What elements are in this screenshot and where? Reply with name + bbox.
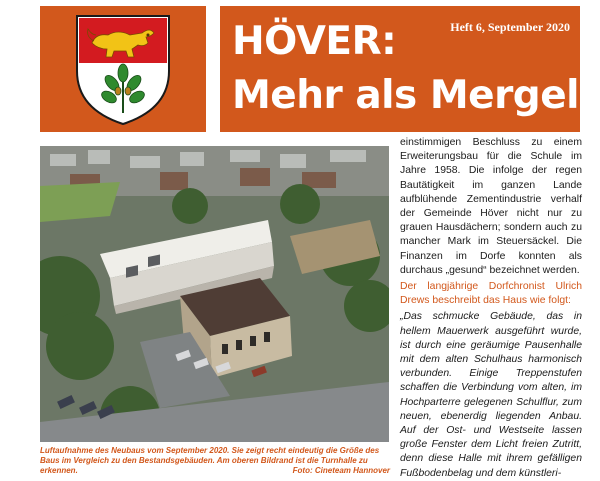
caption-text: Luftaufnahme des Neubaus vom September 2020. Sie zeigt recht eindeutig die Größe des Baus im Vergleich zu den Bestandsgebäuden. Am oberen Bildrand ist die Turnhalle zu erkennen. — [40, 446, 380, 475]
photo-caption — [40, 446, 390, 476]
article-paragraph: einstimmigen Beschluss zu einem Erweiterungsbau für die Schule im Jahre 1958. Die infolge der regen Bautätigkeit im ganzen Lande aufblühende Zementindustrie verhalf der Gemeinde Höver nicht nur zu grauen Hausdächern; sondern auch zu mancher Mark im Steuersäckel. Die Finanzen im Dorfe konnten als durchaus „gesund“ bezeichnet werden. — [400, 137, 582, 276]
article-lead: Der langjährige Dorfchronist Ulrich Drews beschreibt das Haus wie folgt: — [400, 281, 582, 307]
aerial-photo — [40, 146, 389, 442]
article-column — [400, 136, 582, 481]
article-quote: „Das schmucke Gebäude, das in hellem Mauerwerk ausgeführt wurde, ist durch eine geräumige Pausenhalle mit dem alten Schulhaus harmonisch verbunden. Einige Treppenstufen schaffen die Verbindung vom alten, im Hochparterre gelegenen Schulflur, zum neuen, ebenerdig liegenden Anbau. Auf der Ost- und Westseite lassen große Fenster dem Licht freien Zutritt, denn diese Halle mit ihrem gefälligen Fußbodenbelag und dem künstleri- — [400, 311, 582, 479]
photo-credit: Foto: Cineteam Hannover — [292, 466, 390, 475]
masthead — [220, 6, 580, 132]
page-title-line1: HÖVER: — [232, 19, 397, 64]
coat-of-arms-icon — [74, 13, 172, 127]
coat-of-arms-panel — [40, 6, 206, 132]
page-title-line2: Mehr als Mergel — [232, 73, 580, 118]
issue-label: Heft 6, September 2020 — [450, 20, 570, 34]
